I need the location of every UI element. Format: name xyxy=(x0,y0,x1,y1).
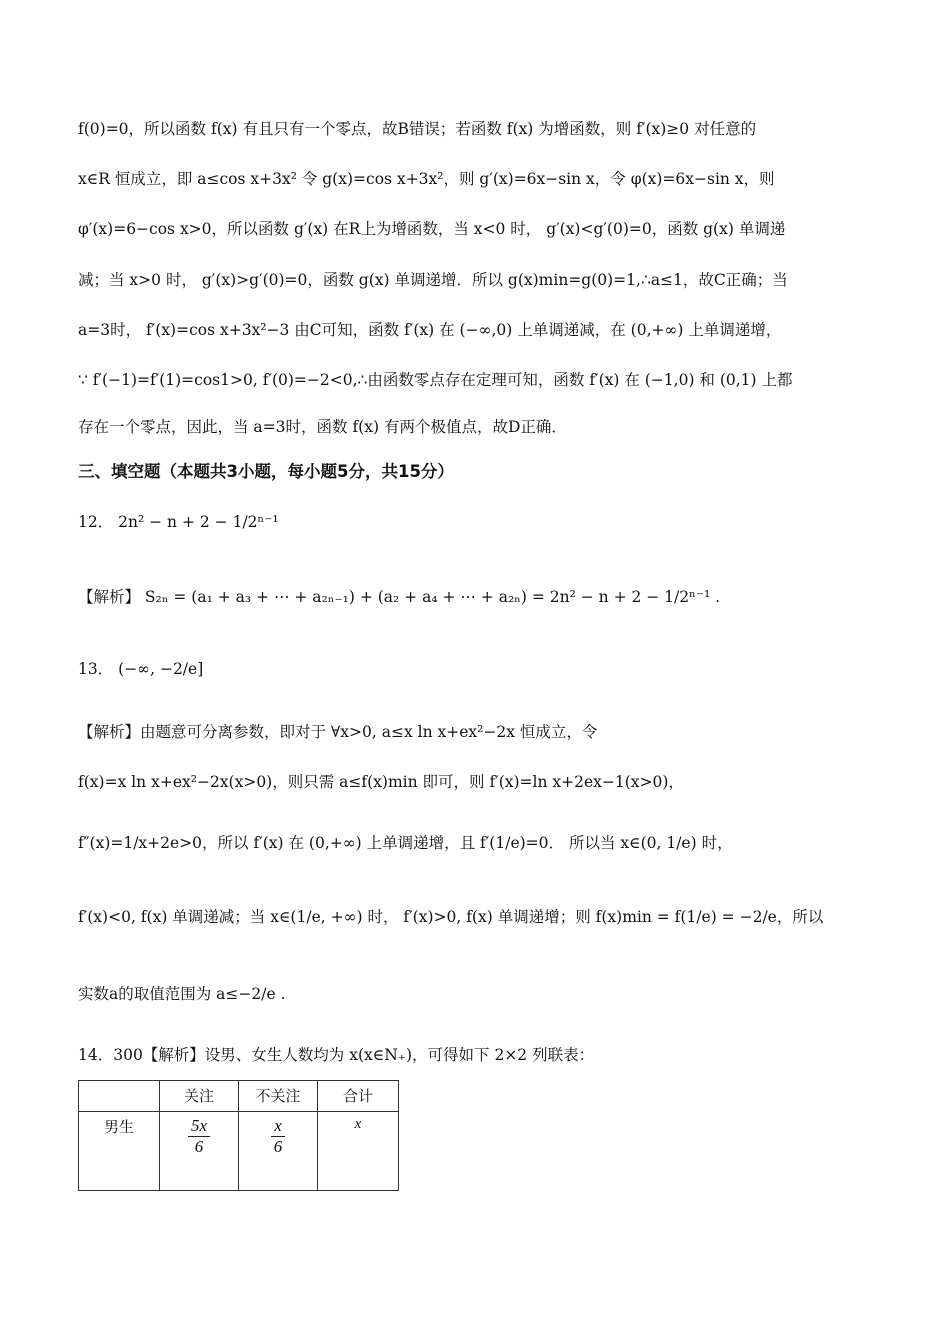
section-title: 三、填空题（本题共3小题，每小题5分，共15分） xyxy=(78,462,454,481)
table-row xyxy=(79,1112,399,1191)
table-header-row xyxy=(79,1081,399,1112)
table-cell-total: x xyxy=(318,1112,399,1191)
table-cell xyxy=(239,1112,318,1191)
fraction xyxy=(271,1116,286,1157)
q14-intro: 14．300【解析】设男、女生人数均为 x(x∈N₊)，可得如下 2×2 列联表： xyxy=(78,1046,595,1064)
fraction-numerator: 5x xyxy=(188,1116,210,1137)
analysis-line-4: 减；当 x>0 时， g′(x)>g′(0)=0，函数 g(x) 单调递增．所以 g(x)min=g(0)=1,∴a≤1，故C正确；当 xyxy=(78,271,788,289)
analysis-line-7: 存在一个零点，因此，当 a=3时，函数 f(x) 有两个极值点，故D正确． xyxy=(78,418,567,436)
fraction-numerator: x xyxy=(271,1116,286,1137)
contingency-table xyxy=(78,1080,399,1191)
table-header-cell xyxy=(79,1081,160,1112)
analysis-line-2: x∈R 恒成立，即 a≤cos x+3x² 令 g(x)=cos x+3x²，则 g′(x)=6x−sin x，令 φ(x)=6x−sin x，则 xyxy=(78,170,775,188)
q13-analysis-line-2: f(x)=x ln x+ex²−2x(x>0)，则只需 a≤f(x)min 即可，则 f′(x)=ln x+2ex−1(x>0)， xyxy=(78,773,684,791)
q13-analysis-line-3: f″(x)=1/x+2e>0，所以 f′(x) 在 (0,+∞) 上单调递增，且 f′(1/e)=0． 所以当 x∈(0, 1/e) 时， xyxy=(78,834,733,852)
q12-analysis: 【解析】 S₂ₙ = (a₁ + a₃ + ⋯ + a₂ₙ₋₁) + (a₂ + a₄ + ⋯ + a₂ₙ) = 2n² − n + 2 − 1/2ⁿ⁻¹ . xyxy=(78,588,721,606)
fraction-denominator: 6 xyxy=(273,1137,283,1156)
q13-analysis-line-1: 【解析】由题意可分离参数，即对于 ∀x>0, a≤x ln x+ex²−2x 恒成立，令 xyxy=(78,723,598,741)
q13-analysis-line-4: f′(x)<0, f(x) 单调递减；当 x∈(1/e, +∞) 时， f′(x)>0, f(x) 单调递增；则 f(x)min = f(1/e) = −2/e，所以 xyxy=(78,908,824,926)
row-label: 男生 xyxy=(79,1112,160,1191)
table-header-cell: 关注 xyxy=(160,1081,239,1112)
fraction xyxy=(188,1116,210,1157)
table-header-cell: 不关注 xyxy=(239,1081,318,1112)
analysis-line-3: φ′(x)=6−cos x>0，所以函数 g′(x) 在R上为增函数，当 x<0 时， g′(x)<g′(0)=0，函数 g(x) 单调递 xyxy=(78,220,786,238)
q13-analysis-line-5: 实数a的取值范围为 a≤−2/e . xyxy=(78,985,286,1003)
table-cell xyxy=(160,1112,239,1191)
q13-answer: 13． (−∞, −2/e] xyxy=(78,660,204,678)
q12-answer: 12． 2n² − n + 2 − 1/2ⁿ⁻¹ xyxy=(78,513,279,531)
fraction-denominator: 6 xyxy=(194,1137,204,1156)
table-header-cell: 合计 xyxy=(318,1081,399,1112)
analysis-line-5: a=3时， f′(x)=cos x+3x²−3 由C可知，函数 f′(x) 在 (−∞,0) 上单调递减，在 (0,+∞) 上单调递增， xyxy=(78,321,782,339)
analysis-line-6: ∵ f′(−1)=f′(1)=cos1>0, f′(0)=−2<0,∴由函数零点存在定理可知，函数 f′(x) 在 (−1,0) 和 (0,1) 上都 xyxy=(78,371,793,389)
analysis-line-1: f(0)=0，所以函数 f(x) 有且只有一个零点，故B错误；若函数 f(x) 为增函数，则 f′(x)≥0 对任意的 xyxy=(78,120,757,138)
